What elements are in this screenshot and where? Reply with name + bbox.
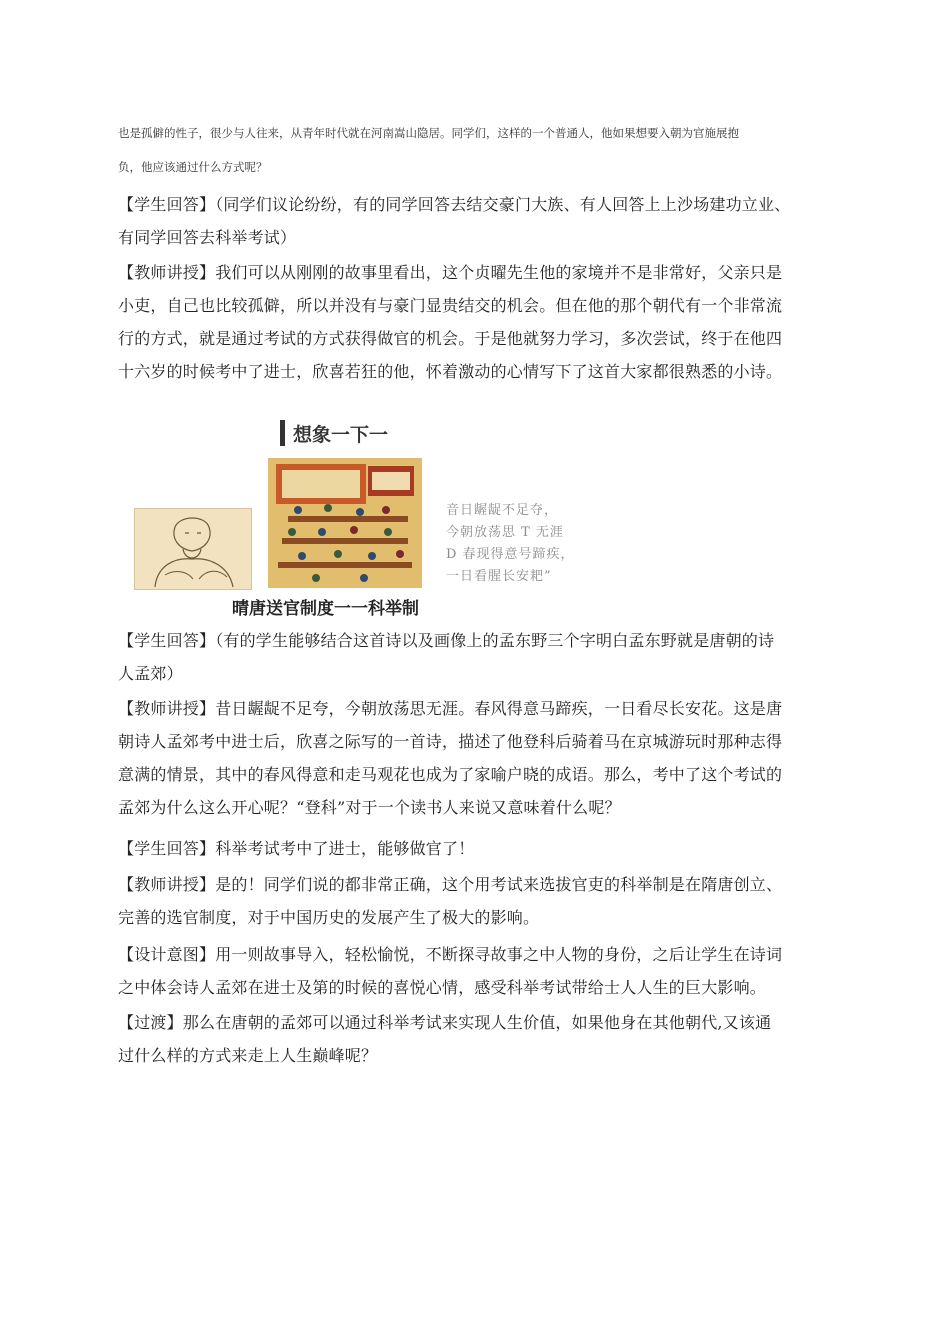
transition-paragraph <box>118 1006 838 1072</box>
text-line: 也是孤僻的性子，很少与人往来，从青年时代就在河南嵩山隐居。同学们，这样的一个普通人，他如果想要入朝为官施展抱 <box>118 126 739 140</box>
text-line: 【教师讲授】昔日龌龊不足夸，今朝放荡思无涯。春风得意马蹄疾，一日看尽长安花。这是唐 <box>118 699 783 718</box>
student-answer-1 <box>118 188 838 254</box>
text-line: 【设计意图】用一则故事导入，轻松愉悦，不断探寻故事之中人物的身份，之后让学生在诗词 <box>118 945 783 964</box>
text-line: 过什么样的方式来走上人生巅峰呢？ <box>118 1046 378 1065</box>
student-answer-3 <box>118 832 838 865</box>
text-line: 【教师讲授】我们可以从刚刚的故事里看出，这个贞曜先生他的家境并不是非常好，父亲只是 <box>118 263 783 282</box>
text-line: 小吏，自己也比较孤僻，所以并没有与豪门显贵结交的机会。但在他的那个朝代有一个非常流 <box>118 296 783 315</box>
text-line: 完善的选官制度，对于中国历史的发展产生了极大的影响。 <box>118 908 540 927</box>
text-line: 【学生回答】科举考试考中了进士，能够做官了！ <box>118 839 475 858</box>
poem-line: 今朝放荡思 T 无涯 <box>446 525 564 540</box>
text-line: 【学生回答】（同学们议论纷纷，有的同学回答去结交豪门大族、有人回答上上沙场建功立业、 <box>118 195 791 214</box>
slide-figure <box>118 414 838 619</box>
title-bar <box>280 420 285 446</box>
teacher-lecture-2 <box>118 692 838 824</box>
student-answer-2 <box>118 624 838 690</box>
text-line: 【教师讲授】是的！同学们说的都非常正确，这个用考试来选拔官吏的科举制是在隋唐创立、 <box>118 875 783 894</box>
text-line: 意满的情景，其中的春风得意和走马观花也成为了家喻户晓的成语。那么，考中了这个考试的 <box>118 765 783 784</box>
text-line: 人孟郊） <box>118 664 183 683</box>
text-line: 有同学回答去科举考试） <box>118 228 297 247</box>
text-line: 朝诗人孟郊考中进士后，欣喜之际写的一首诗，描述了他登科后骑着马在京城游玩时那种志得 <box>118 732 783 751</box>
poem-text <box>446 500 576 588</box>
text-line: 负，他应该通过什么方式呢？ <box>118 160 268 174</box>
intro-paragraph <box>118 124 838 176</box>
poem-line: D 春现得意号蹄疾， <box>446 547 575 562</box>
slide-title-text: 想象一下一 <box>293 424 389 446</box>
slide-title <box>280 420 388 447</box>
poem-line: 音日龌龊不足夺， <box>446 503 559 518</box>
text-line: 行的方式，就是通过考试的方式获得做官的机会。于是他就努力学习，多次尝试，终于在他四 <box>118 329 783 348</box>
text-line: 【过渡】那么在唐朝的孟郊可以通过科举考试来实现人生价值，如果他身在其他朝代,又该通 <box>118 1013 772 1032</box>
meng-jiao-portrait-image <box>134 508 252 590</box>
teacher-lecture-3 <box>118 868 838 934</box>
text-line: 【学生回答】（有的学生能够结合这首诗以及画像上的孟东野三个字明白孟东野就是唐朝的诗 <box>118 631 775 650</box>
text-line: 之中体会诗人孟郊在进士及第的时候的喜悦心情，感受科举考试带给士人人生的巨大影响。 <box>118 978 767 997</box>
slide-caption: 晴唐送官制度一一科举制 <box>232 599 419 619</box>
teacher-lecture-1 <box>118 256 838 388</box>
imperial-exam-painting-image <box>268 458 422 588</box>
text-line: 十六岁的时候考中了进士，欣喜若狂的他，怀着激动的心情写下了这首大家都很熟悉的小诗。 <box>118 362 783 381</box>
poem-line: 一日看腥长安耙” <box>446 569 552 584</box>
design-intent <box>118 938 838 1004</box>
text-line: 孟郊为什么这么开心呢？“登科”对于一个读书人来说又意味着什么呢？ <box>118 798 621 817</box>
